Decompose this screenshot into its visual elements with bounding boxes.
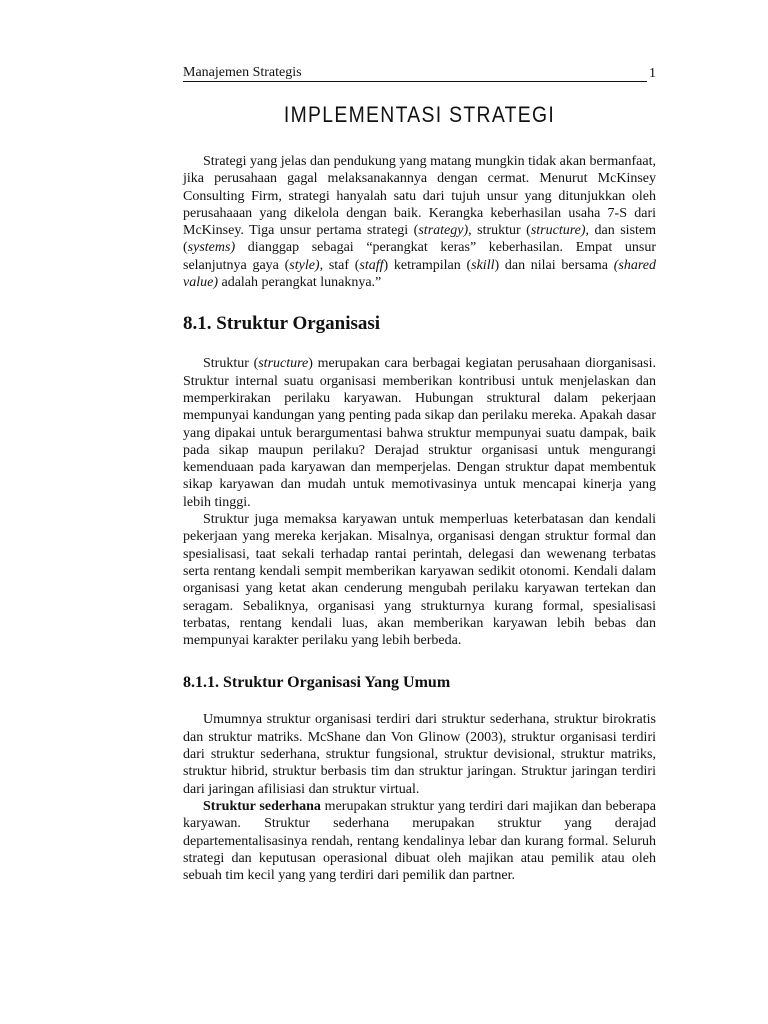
running-title: Manajemen Strategis xyxy=(183,65,302,80)
running-header xyxy=(183,64,656,82)
section-8-1-paragraph-2: Struktur juga memaksa karyawan untuk memperluas keterbatasan dan kendali pekerjaan yang mereka kerjakan. Misalnya, organisasi dengan struktur formal dan spesialisasi, taat sekali terhadap rantai perintah, delegasi dan wewenang terbatas serta rentang kendali sempit memberikan karyawan sedikit otonomi. Kendali dalam organisasi yang ketat akan cenderung mengubah perilaku karyawan tertekan dan seragam. Sebaliknya, organisasi yang strukturnya kurang formal, spesialisasi terbatas, rentang kendali luas, akan memberikan karyawan lebih bebas dan mempunyai karakter perilaku yang lebih berbeda. xyxy=(183,512,656,649)
header-rule xyxy=(302,64,647,82)
page-number: 1 xyxy=(649,66,656,81)
section-8-1-paragraph-1: Struktur (structure) merupakan cara berbagai kegiatan perusahaan diorganisasi. Struktur internal suatu organisasi memberikan kontribusi untuk menjelaskan dan memperkirakan perilaku karyawan. Hubungan struktural dalam pekerjaan mempunyai kandungan yang penting pada sikap dan perilaku mereka. Apakah dasar yang dipakai untuk berargumentasi bahwa struktur mempunyai suatu dampak, baik pada sikap maupun perilaku? Derajad struktur organisasi untuk mengurangi kemenduaan pada karyawan dan memperjelas. Dengan struktur dapat membentuk sikap karyawan dan mudah untuk memotivasinya untuk mencapai kinerja yang lebih tinggi. xyxy=(183,356,656,510)
intro-paragraph: Strategi yang jelas dan pendukung yang matang mungkin tidak akan bermanfaat, jika perusahaan gagal melaksanakannya dengan cermat. Menurut McKinsey Consulting Firm, strategi hanyalah satu dari tujuh unsur yang ditunjukkan oleh perusahaaan yang dikelola dengan baik. Kerangka keberhasilan usaha 7-S dari McKinsey. Tiga unsur pertama strategi (strategy), struktur (structure), dan sistem (systems) dianggap sebagai “perangkat keras” keberhasilan. Empat unsur selanjutnya gaya (style), staf (staff) ketrampilan (skill) dan nilai bersama (shared value) adalah perangkat lunaknya.” xyxy=(183,154,657,291)
section-8-1-1-paragraph-1: Umumnya struktur organisasi terdiri dari struktur sederhana, struktur birokratis dan struktur matriks. McShane dan Von Glinow (2003), struktur organisasi terdiri dari struktur sederhana, struktur fungsional, struktur devisional, struktur matriks, struktur hibrid, struktur berbasis tim dan struktur jaringan. Struktur jaringan terdiri dari jaringan afilisiasi dan struktur virtual. xyxy=(183,712,656,797)
section-8-1-1-paragraph-2: Struktur sederhana merupakan struktur yang terdiri dari majikan dan beberapa karyawan. Struktur sederhana merupakan struktur yang derajad departementalisasinya rendah, rentang kendalinya lebar dan kurang formal. Seluruh strategi dan keputusan operasional dibuat oleh majikan atau pemilik atau oleh sebuah tim kecil yang yang terdiri dari pemilik dan partner. xyxy=(183,798,656,884)
document-page xyxy=(183,64,656,884)
document-title: IMPLEMENTASI STRATEGI xyxy=(283,102,556,127)
section-heading-8-1-1: 8.1.1. Struktur Organisasi Yang Umum xyxy=(183,674,451,692)
section-heading-8-1: 8.1. Struktur Organisasi xyxy=(183,313,381,335)
